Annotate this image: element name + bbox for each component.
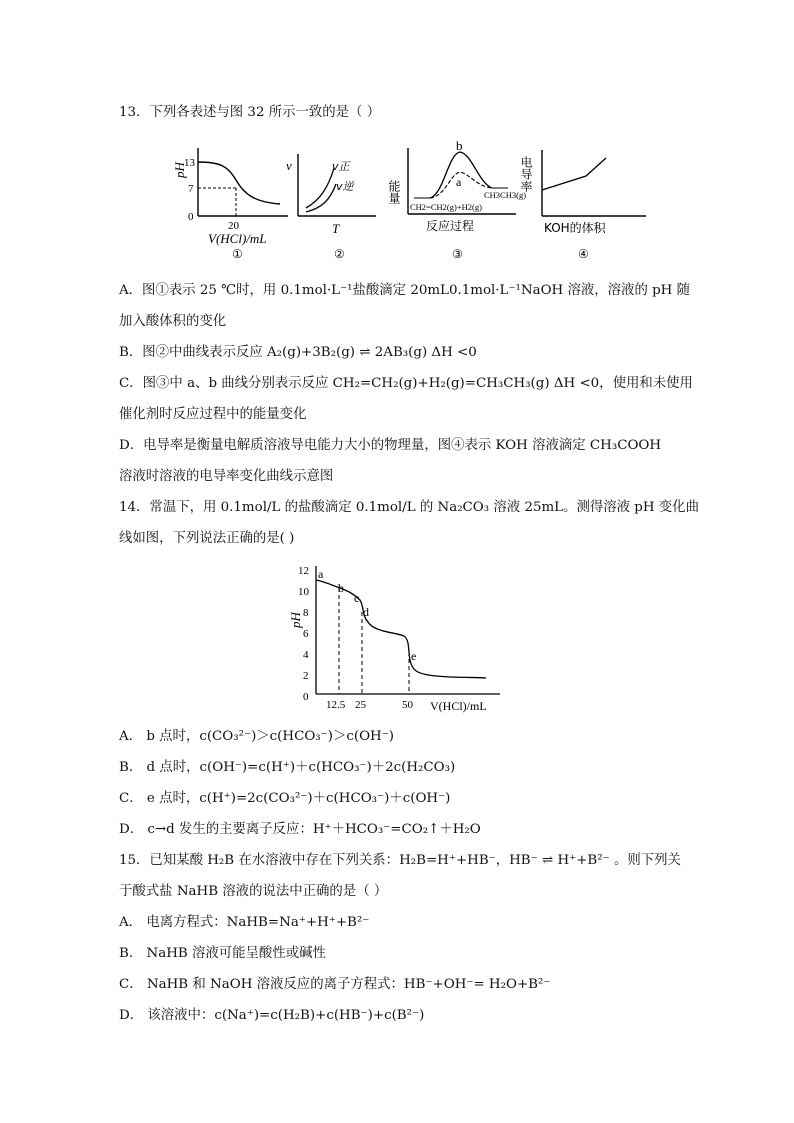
q13-figure-1 (170, 140, 300, 260)
x-tick-12-5: 12.5 (326, 699, 346, 711)
f2-caption: ② (334, 247, 345, 261)
y-tick-0: 0 (303, 691, 309, 703)
q15-option-c: C． NaHB 和 NaOH 溶液反应的离子方程式：HB⁻+OH⁻= H₂O+B²⁻ (119, 977, 551, 992)
f2-ylabel: v (286, 158, 292, 173)
f3-peak-a: a (456, 175, 462, 189)
f4-ylabel: 电导率 (519, 156, 533, 192)
y-tick-4: 4 (303, 649, 309, 661)
y-tick-8: 8 (303, 607, 309, 619)
f1-ylabel: pH (172, 162, 187, 178)
q13-figure-4 (519, 140, 652, 261)
q14-stem: 14．常温下，用 0.1mol/L 的盐酸滴定 0.1mol/L 的 Na₂CO₃ 溶液 25mL。测得溶液 pH 变化曲 (119, 500, 699, 515)
q14-option-a: A． b 点时，c(CO₃²⁻)＞c(HCO₃⁻)＞c(OH⁻) (119, 729, 395, 744)
f3-reactant: CH2=CH2(g)+H2(g) (410, 202, 482, 212)
point-a: a (318, 567, 324, 581)
q15-stem: 15．已知某酸 H₂B 在水溶液中存在下列关系：H₂B=H⁺+HB⁻，HB⁻ ⇌ H⁺+B²⁻ 。则下列关 (119, 853, 681, 868)
q13-option-c: C．图③中 a、b 曲线分别表示反应 CH₂=CH₂(g)+H₂(g)=CH₃CH₃(g) ΔH <0，使用和未使用 (119, 376, 693, 391)
q13-option-c-cont: 催化剂时反应过程中的能量变化 (119, 407, 307, 422)
f3-caption: ③ (452, 247, 463, 261)
q13-option-d: D．电导率是衡量电解质溶液导电能力大小的物理量，图④表示 KOH 溶液滴定 CH₃COOH (119, 438, 662, 453)
f1-caption: ① (232, 247, 243, 261)
f1-xtick-20: 20 (228, 220, 239, 232)
f2-curve-forward: v正 (332, 160, 350, 173)
point-b: b (338, 581, 344, 595)
q13-figure-2 (284, 140, 384, 260)
q14-option-b: B． d 点时，c(OH⁻)=c(H⁺)＋c(HCO₃⁻)＋2c(H₂CO₃) (119, 760, 456, 775)
q15-option-d: D． 该溶液中：c(Na⁺)=c(H₂B)+c(HB⁻)+c(B²⁻) (119, 1008, 425, 1023)
f1-ytick-0: 0 (188, 211, 194, 223)
f3-ylabel: 能量 (387, 180, 401, 204)
f1-xlabel: V(HCl)/mL (208, 231, 267, 246)
q15-stem-cont: 于酸式盐 NaHB 溶液的说法中正确的是（ ） (119, 884, 388, 899)
q15-option-a: A． 电离方程式：NaHB=Na⁺+H⁺+B²⁻ (119, 915, 370, 930)
q13-option-a-cont: 加入酸体积的变化 (119, 314, 227, 329)
q13-stem: 13．下列各表述与图 32 所示一致的是（ ） (119, 105, 381, 120)
y-tick-12: 12 (298, 565, 309, 577)
f3-product: CH3CH3(g) (484, 190, 527, 200)
f3-xlabel: 反应过程 (426, 219, 475, 233)
q13-option-a: A．图①表示 25 ℃时，用 0.1mol·L⁻¹盐酸滴定 20mL0.1mol·L⁻¹NaOH 溶液，溶液的 pH 随 (119, 283, 690, 298)
q13-option-b: B．图②中曲线表示反应 A₂(g)+3B₂(g) ⇌ 2AB₃(g) ΔH <0 (119, 345, 477, 360)
x-tick-25: 25 (355, 699, 366, 711)
q14-titration-chart (286, 560, 506, 720)
y-axis-label: pH (288, 612, 303, 628)
f3-peak-b: b (456, 138, 463, 153)
point-d: d (363, 605, 369, 619)
f2-xlabel: T (332, 221, 340, 236)
f4-caption: ④ (578, 247, 589, 261)
f1-ytick-7: 7 (188, 183, 194, 195)
y-tick-6: 6 (303, 628, 309, 640)
q13-option-d-cont: 溶液时溶液的电导率变化曲线示意图 (119, 469, 334, 484)
q14-stem-cont: 线如图，下列说法正确的是( ) (119, 531, 295, 546)
y-tick-2: 2 (303, 670, 309, 682)
q14-option-c: C． e 点时，c(H⁺)=2c(CO₃²⁻)＋c(HCO₃⁻)＋c(OH⁻) (119, 791, 451, 806)
point-c: c (354, 591, 360, 605)
x-axis-label: V(HCl)/mL (430, 699, 487, 713)
x-tick-50: 50 (402, 699, 413, 711)
q14-option-d: D． c→d 发生的主要离子反应：H⁺＋HCO₃⁻=CO₂↑＋H₂O (119, 822, 481, 837)
f4-xlabel: KOH的体积 (544, 221, 606, 235)
f1-ytick-13: 13 (184, 157, 195, 169)
q15-option-b: B． NaHB 溶液可能呈酸性或碱性 (119, 946, 326, 961)
y-tick-10: 10 (298, 586, 309, 598)
point-e: e (411, 649, 417, 663)
f2-curve-reverse: v逆 (336, 180, 354, 193)
